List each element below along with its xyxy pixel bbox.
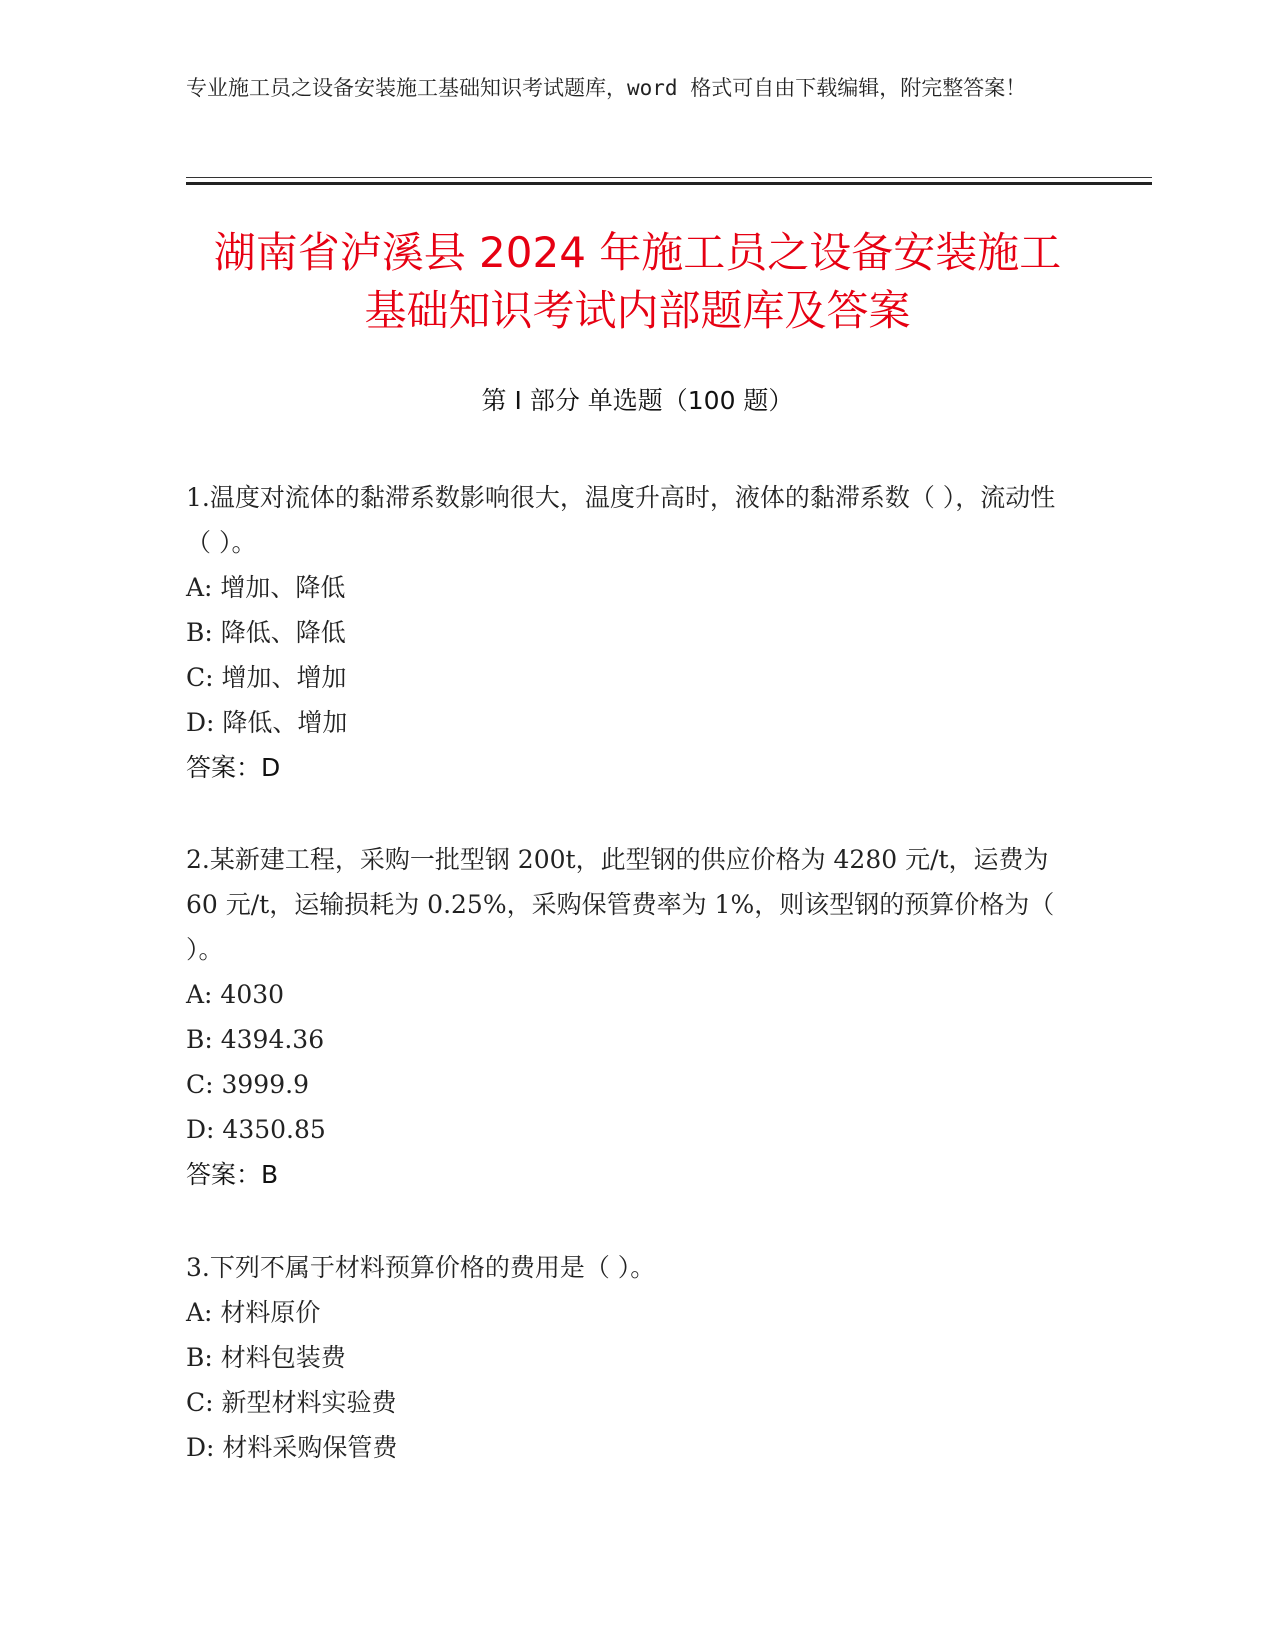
option-b: B: 材料包装费: [186, 1343, 346, 1372]
answer: 答案：B: [186, 1160, 279, 1189]
option-a: A: 增加、降低: [186, 573, 346, 602]
option-d: D: 4350.85: [186, 1115, 326, 1144]
option-c: C: 新型材料实验费: [186, 1388, 397, 1417]
option-b: B: 4394.36: [186, 1025, 325, 1054]
header-divider-thin: [186, 177, 1152, 178]
document-title-line-2: 基础知识考试内部题库及答案: [364, 286, 911, 335]
question-2: [186, 837, 1066, 1197]
section-heading: 第 I 部分 单选题（100 题）: [481, 386, 794, 415]
question-3: [186, 1245, 1066, 1470]
header-divider-thick: [186, 182, 1152, 185]
option-d: D: 材料采购保管费: [186, 1433, 398, 1462]
option-d: D: 降低、增加: [186, 708, 348, 737]
option-c: C: 增加、增加: [186, 663, 347, 692]
question-stem: 1.温度对流体的黏滞系数影响很大，温度升高时，液体的黏滞系数（ ），流动性（ ）。: [186, 483, 1056, 557]
option-b: B: 降低、降低: [186, 618, 346, 647]
option-a: A: 4030: [186, 980, 285, 1009]
document-title: [150, 224, 1125, 340]
question-stem: 2.某新建工程，采购一批型钢 200t，此型钢的供应价格为 4280 元/t，运费为 60 元/t，运输损耗为 0.25%，采购保管费率为 1%，则该型钢的预算价格为（ ）。: [186, 845, 1055, 964]
answer: 答案：D: [186, 753, 281, 782]
option-a: A: 材料原价: [186, 1298, 321, 1327]
question-1: [186, 475, 1066, 790]
question-stem: 3.下列不属于材料预算价格的费用是（ ）。: [186, 1253, 656, 1282]
header-note: 专业施工员之设备安装施工基础知识考试题库，word 格式可自由下载编辑，附完整答案！: [186, 76, 1027, 100]
option-c: C: 3999.9: [186, 1070, 309, 1099]
document-title-line-1: 湖南省泸溪县 2024 年施工员之设备安装施工: [213, 228, 1062, 277]
